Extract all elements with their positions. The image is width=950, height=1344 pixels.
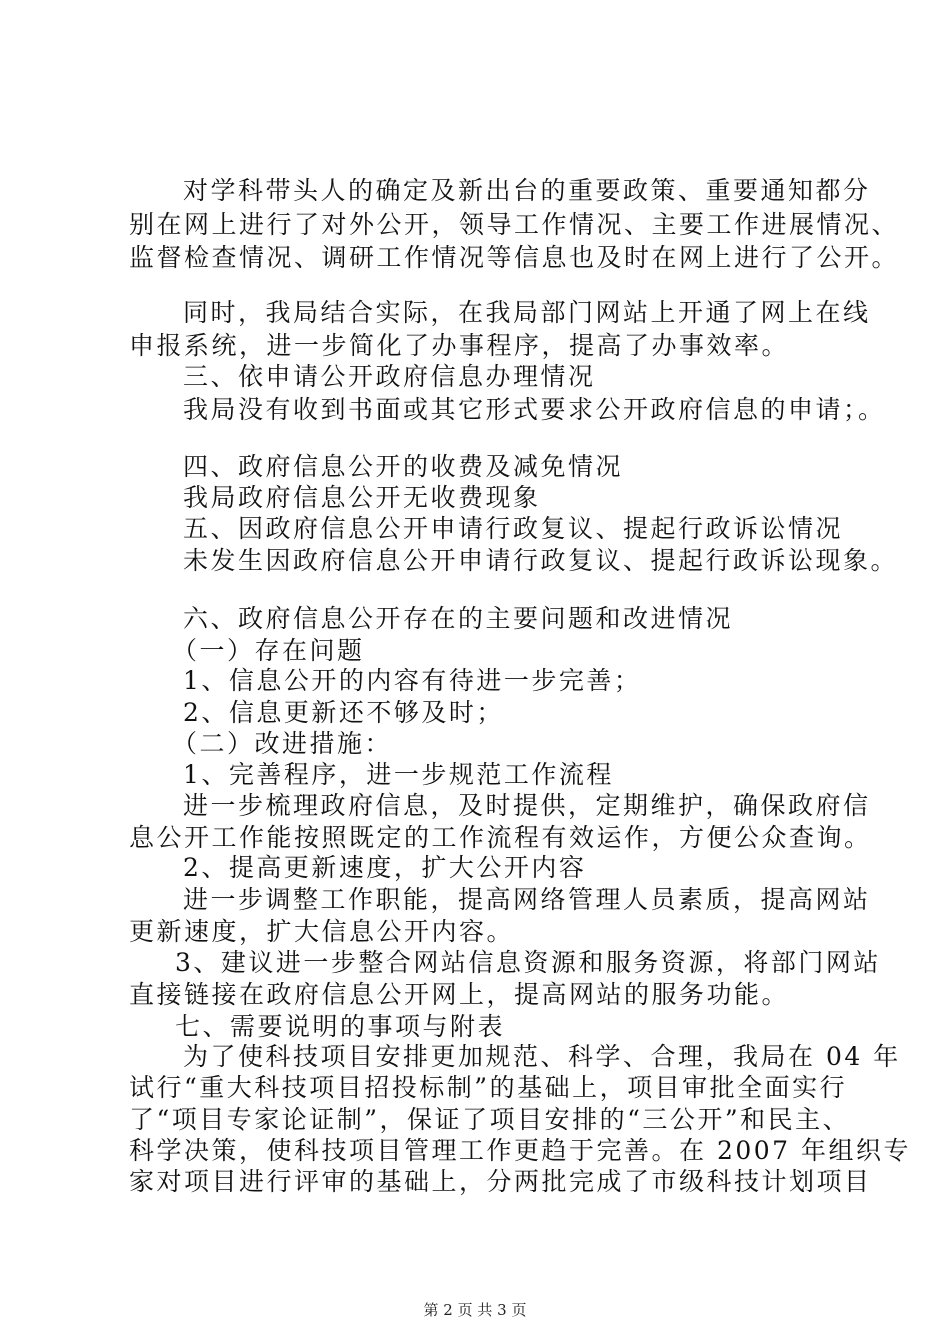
subsection-heading: （二）改进措施： (172, 729, 393, 758)
paragraph-line: 申报系统，进一步简化了办事程序，提高了办事效率。 (129, 331, 790, 360)
list-item: 1、完善程序，进一步规范工作流程 (183, 760, 614, 789)
paragraph-line: 试行“重大科技项目招投标制”的基础上，项目审批全面实行 (129, 1073, 848, 1102)
paragraph-line: 未发生因政府信息公开申请行政复议、提起行政诉讼现象。 (183, 546, 899, 575)
subsection-heading: （一）存在问题 (172, 636, 365, 665)
section-heading: 六、政府信息公开存在的主要问题和改进情况 (183, 604, 734, 633)
paragraph-line: 别在网上进行了对外公开，领导工作情况、主要工作进展情况、 (129, 210, 900, 239)
list-item: 2、提高更新速度，扩大公开内容 (183, 853, 587, 882)
paragraph-line: 了“项目专家论证制”，保证了项目安排的“三公开”和民主、 (129, 1105, 851, 1134)
paragraph-line: 进一步调整工作职能，提高网络管理人员素质，提高网站 (183, 885, 871, 914)
page-number-footer: 第 2 页 共 3 页 (423, 1301, 527, 1319)
paragraph-line: 为了使科技项目安排更加规范、科学、合理，我局在 04 年 (183, 1042, 901, 1071)
paragraph-line: 家对项目进行评审的基础上，分两批完成了市级科技计划项目 (129, 1167, 872, 1196)
list-item: 1、信息公开的内容有待进一步完善； (183, 666, 642, 695)
paragraph-line: 监督检查情况、调研工作情况等信息也及时在网上进行了公开。 (129, 243, 900, 272)
section-heading: 五、因政府信息公开申请行政复议、提起行政诉讼情况 (183, 514, 844, 543)
section-heading: 三、依申请公开政府信息办理情况 (183, 362, 596, 391)
list-item: 3、建议进一步整合网站信息资源和服务资源，将部门网站 (175, 948, 881, 977)
list-item: 2、信息更新还不够及时； (183, 698, 504, 727)
paragraph-line: 科学决策，使科技项目管理工作更趋于完善。在 2007 年组织专 (129, 1136, 912, 1165)
section-heading: 七、需要说明的事项与附表 (175, 1012, 506, 1041)
paragraph-line: 我局政府信息公开无收费现象 (183, 483, 541, 512)
paragraph-line: 更新速度，扩大信息公开内容。 (129, 917, 515, 946)
paragraph-line: 对学科带头人的确定及新出台的重要政策、重要通知都分 (183, 176, 871, 205)
paragraph-line: 我局没有收到书面或其它形式要求公开政府信息的申请；。 (183, 395, 886, 424)
paragraph-line: 直接链接在政府信息公开网上，提高网站的服务功能。 (129, 980, 790, 1009)
paragraph-line: 息公开工作能按照既定的工作流程有效运作，方便公众查询。 (129, 823, 872, 852)
paragraph-line: 同时，我局结合实际，在我局部门网站上开通了网上在线 (183, 298, 871, 327)
section-heading: 四、政府信息公开的收费及减免情况 (183, 452, 624, 481)
paragraph-line: 进一步梳理政府信息，及时提供，定期维护，确保政府信 (183, 791, 871, 820)
